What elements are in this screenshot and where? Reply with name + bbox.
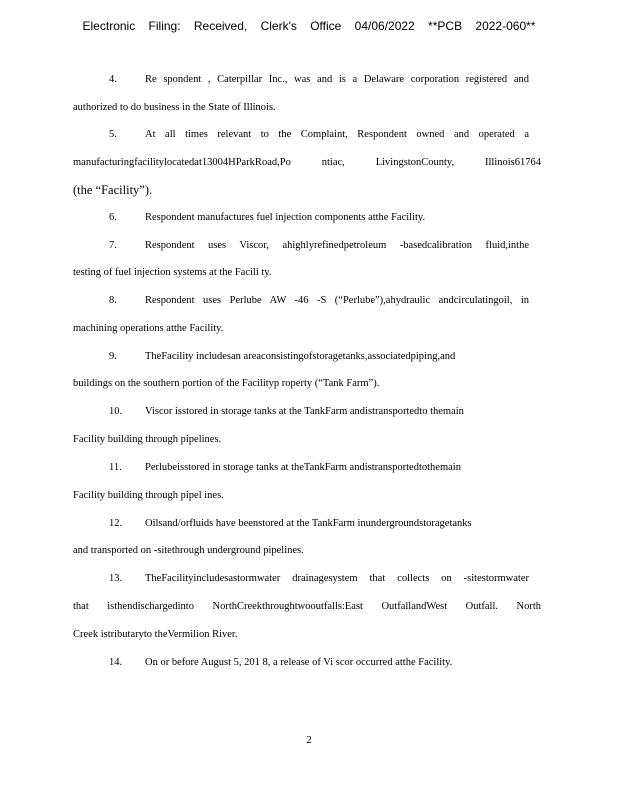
paragraph-7-line-1 bbox=[109, 239, 529, 253]
paragraph-text: TheFacility includesan areaconsistingofstoragetanks,associatedpiping,and bbox=[145, 351, 456, 362]
paragraph-4-line-1 bbox=[109, 73, 529, 87]
paragraph-text: Re spondent , Caterpillar Inc., was and is a Delaware corporation registered and bbox=[145, 74, 529, 85]
paragraph-11-line-2: Facility building through pipel ines. bbox=[73, 490, 224, 501]
paragraph-number: 9. bbox=[109, 351, 117, 362]
paragraph-text: Oilsand/orfluids have beenstored at the TankFarm inundergroundstoragetanks bbox=[145, 518, 472, 529]
paragraph-number: 7. bbox=[109, 240, 117, 251]
paragraph-text: Respondent manufactures fuel injection components atthe Facility. bbox=[145, 212, 426, 223]
paragraph-8-line-2: machining operations atthe Facility. bbox=[73, 323, 224, 334]
paragraph-text: Perlubeisstored in storage tanks at theTankFarm andistransportedtothemain bbox=[145, 462, 461, 473]
paragraph-number: 5. bbox=[109, 129, 117, 140]
paragraph-8-line-1 bbox=[109, 294, 529, 308]
paragraph-12-line-1 bbox=[109, 517, 529, 531]
paragraph-text: At all times relevant to the Complaint, Respondent owned and operated a bbox=[145, 129, 529, 140]
paragraph-13-line-3: Creek istributaryto theVermilion River. bbox=[73, 629, 238, 640]
paragraph-number: 10. bbox=[109, 406, 123, 417]
paragraph-9-line-1 bbox=[109, 350, 529, 364]
paragraph-14-line-1 bbox=[109, 656, 529, 670]
paragraph-11-line-1 bbox=[109, 461, 529, 475]
paragraph-10-line-2: Facility building through pipelines. bbox=[73, 434, 222, 445]
paragraph-text: On or before August 5, 201 8, a release of Vi scor occurred atthe Facility. bbox=[145, 657, 453, 668]
paragraph-text: Viscor isstored in storage tanks at the TankFarm andistransportedto themain bbox=[145, 406, 464, 417]
paragraph-number: 13. bbox=[109, 573, 123, 584]
paragraph-7-line-2: testing of fuel injection systems at the Facili ty. bbox=[73, 267, 272, 278]
paragraph-text: TheFacilityincludesastormwater drainagesystem that collects on -sitestormwater bbox=[145, 573, 529, 584]
page-number: 2 bbox=[306, 734, 312, 746]
paragraph-5-line-3: (the “Facility”). bbox=[73, 183, 153, 197]
paragraph-number: 4. bbox=[109, 74, 117, 85]
paragraph-number: 14. bbox=[109, 657, 123, 668]
paragraph-number: 6. bbox=[109, 212, 117, 223]
paragraph-text: Respondent uses Viscor, ahighlyrefinedpetroleum -basedcalibration fluid,inthe bbox=[145, 240, 529, 251]
paragraph-13-line-1 bbox=[109, 572, 529, 586]
paragraph-9-line-2: buildings on the southern portion of the Facilityp roperty (“Tank Farm”). bbox=[73, 378, 380, 389]
paragraph-4-line-2: authorized to do business in the State of Illinois. bbox=[73, 102, 276, 113]
paragraph-12-line-2: and transported on -sitethrough underground pipelines. bbox=[73, 545, 304, 556]
paragraph-5-line-2: manufacturingfacilitylocatedat13004HParkRoad,Po ntiac, LivingstonCounty, Illinois61764 bbox=[73, 157, 541, 168]
paragraph-13-line-2: that isthendischargedinto NorthCreekthroughtwooutfalls:East OutfallandWest Outfall. North bbox=[73, 601, 541, 612]
paragraph-number: 11. bbox=[109, 462, 122, 473]
paragraph-5-line-1 bbox=[109, 128, 529, 142]
filing-header: Electronic Filing: Received, Clerk's Office 04/06/2022 **PCB 2022-060** bbox=[82, 19, 536, 33]
paragraph-10-line-1 bbox=[109, 405, 529, 419]
paragraph-text: Respondent uses Perlube AW -46 -S (“Perlube”),ahydraulic andcirculatingoil, in bbox=[145, 295, 529, 306]
paragraph-number: 12. bbox=[109, 518, 123, 529]
paragraph-6-line-1 bbox=[109, 211, 529, 225]
paragraph-number: 8. bbox=[109, 295, 117, 306]
